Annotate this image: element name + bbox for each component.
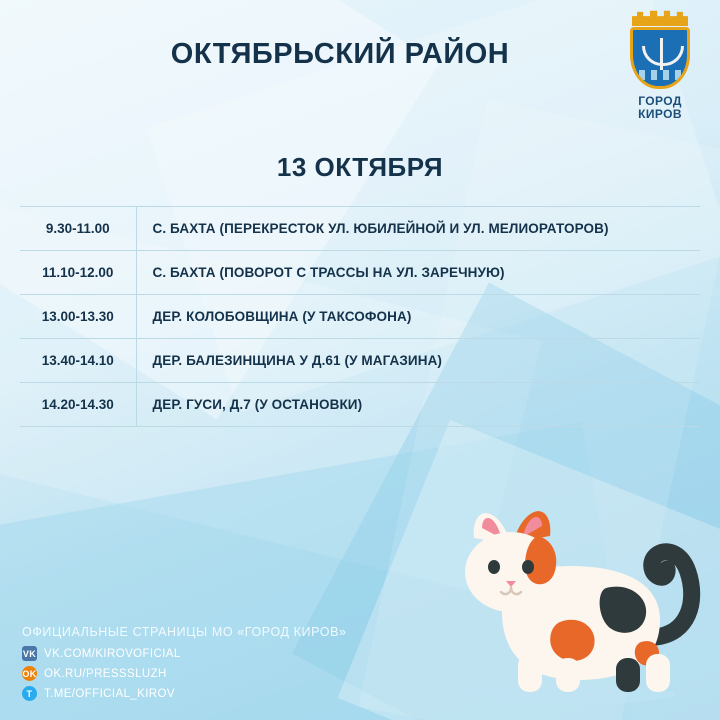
- calico-cat-illustration: [410, 462, 710, 712]
- social-link-telegram[interactable]: [22, 686, 347, 701]
- schedule-table: [20, 206, 700, 427]
- social-link-ok-label: OK.RU/PRESSSLUZH: [44, 667, 167, 680]
- social-link-ok[interactable]: [22, 666, 347, 681]
- page-date: 13 ОКТЯБРЯ: [276, 152, 444, 182]
- page-title: ОКТЯБРЬСКИЙ РАЙОН: [170, 38, 510, 70]
- city-emblem: [614, 10, 706, 121]
- row-time: 13.40-14.10: [20, 339, 136, 383]
- table-row: [20, 251, 700, 295]
- table-row: [20, 295, 700, 339]
- row-place: С. БАХТА (ПОВОРОТ С ТРАССЫ НА УЛ. ЗАРЕЧНУЮ): [152, 265, 505, 280]
- emblem-label: [614, 95, 706, 121]
- row-time: 11.10-12.00: [20, 251, 136, 295]
- table-row: [20, 207, 700, 251]
- social-link-telegram-label: T.ME/OFFICIAL_KIROV: [44, 687, 175, 700]
- coat-of-arms-icon: [624, 10, 696, 92]
- row-place: ДЕР. БАЛЕЗИНЩИНА У Д.61 (У МАГАЗИНА): [152, 353, 443, 368]
- wave-icon: [630, 70, 690, 80]
- row-place: ДЕР. КОЛОБОВЩИНА (У ТАКСОФОНА): [152, 309, 412, 324]
- row-time: 13.00-13.30: [20, 295, 136, 339]
- telegram-icon: T: [22, 686, 37, 701]
- emblem-label-line2: КИРОВ: [638, 107, 682, 121]
- crown-icon: [632, 10, 688, 26]
- table-row: [20, 383, 700, 427]
- emblem-label-line1: ГОРОД: [638, 94, 682, 108]
- row-time: 9.30-11.00: [20, 207, 136, 251]
- shield-icon: [630, 27, 690, 89]
- row-place: С. БАХТА (ПЕРЕКРЕСТОК УЛ. ЮБИЛЕЙНОЙ И УЛ. МЕЛИОРАТОРОВ): [152, 221, 609, 236]
- footer: [22, 625, 347, 706]
- bow-icon: [642, 46, 684, 66]
- vk-icon: VK: [22, 646, 37, 661]
- social-link-vk[interactable]: [22, 646, 347, 661]
- table-row: [20, 339, 700, 383]
- ok-icon: OK: [22, 666, 37, 681]
- social-link-vk-label: VK.COM/KIROVOFICIAL: [44, 647, 181, 660]
- row-time: 14.20-14.30: [20, 383, 136, 427]
- row-place: ДЕР. ГУСИ, Д.7 (У ОСТАНОВКИ): [152, 397, 363, 412]
- footer-title: ОФИЦИАЛЬНЫЕ СТРАНИЦЫ МО «ГОРОД КИРОВ»: [22, 625, 347, 639]
